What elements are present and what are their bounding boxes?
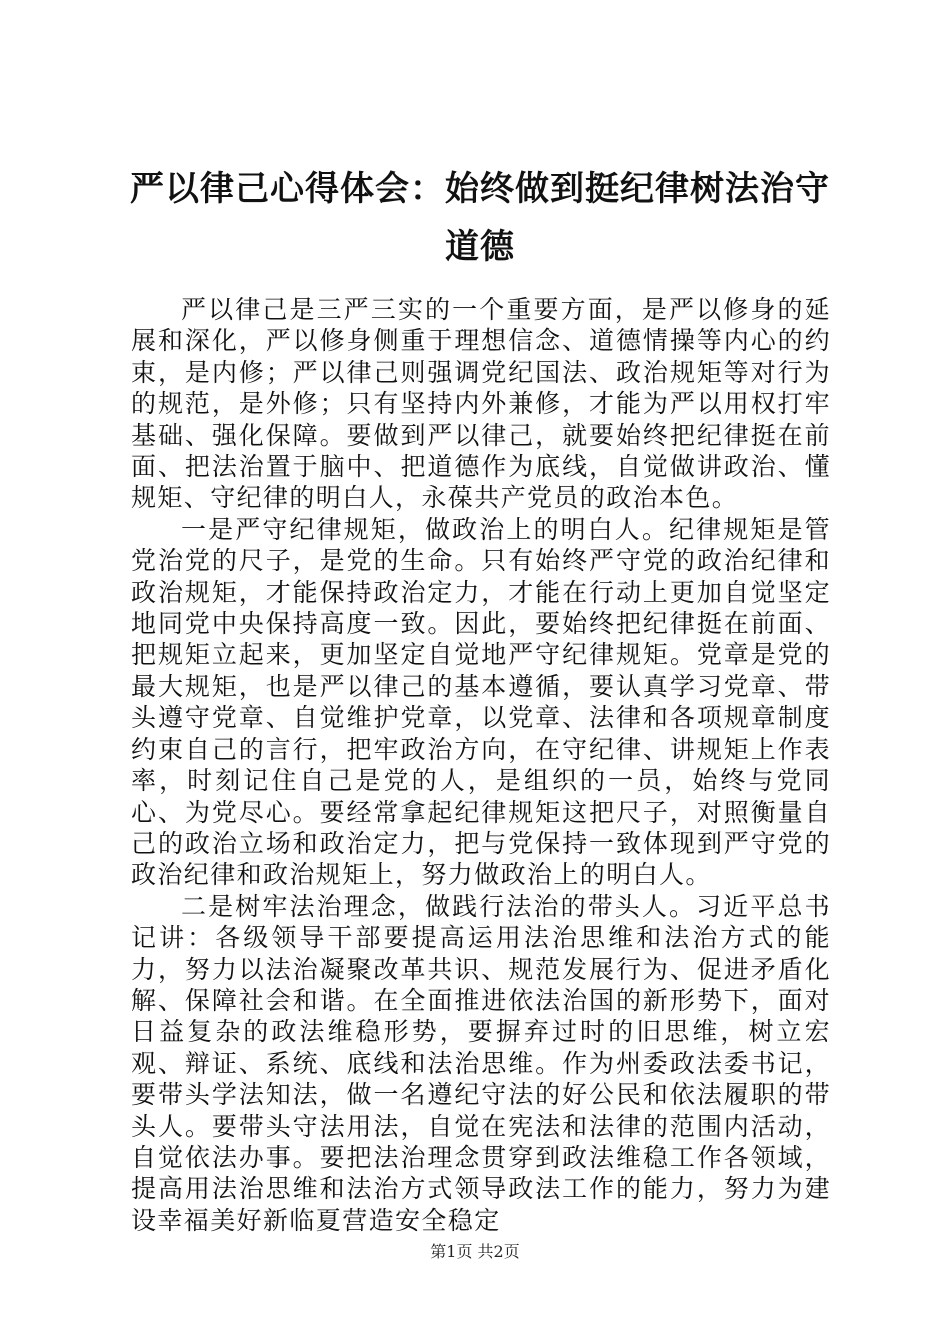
page-number-footer: 第1页 共2页	[430, 1242, 520, 1261]
document-body	[131, 294, 831, 1236]
paragraph-discipline: 一是严守纪律规矩，做政治上的明白人。纪律规矩是管党治党的尺子，是党的生命。只有始终严守党的政治纪律和政治规矩，才能保持政治定力，才能在行动上更加自觉坚定地同党中央保持高度一致。因此，要始终把纪律挺在前面、把规矩立起来，更加坚定自觉地严守纪律规矩。党章是党的最大规矩，也是严以律己的基本遵循，要认真学习党章、带头遵守党章、自觉维护党章，以党章、法律和各项规章制度约束自己的言行，把牢政治方向，在守纪律、讲规矩上作表率，时刻记住自己是党的人，是组织的一员，始终与党同心、为党尽心。要经常拿起纪律规矩这把尺子，对照衡量自己的政治立场和政治定力，把与党保持一致体现到严守党的政治纪律和政治规矩上，努力做政治上的明白人。	[131, 514, 831, 890]
paragraph-rule-of-law: 二是树牢法治理念，做践行法治的带头人。习近平总书记讲：各级领导干部要提高运用法治思维和法治方式的能力，努力以法治凝聚改革共识、规范发展行为、促进矛盾化解、保障社会和谐。在全面推进依法治国的新形势下，面对日益复杂的政法维稳形势，要摒弃过时的旧思维，树立宏观、辩证、系统、底线和法治思维。作为州委政法委书记，要带头学法知法，做一名遵纪守法的好公民和依法履职的带头人。要带头守法用法，自觉在宪法和法律的范围内活动，自觉依法办事。要把法治理念贯穿到政法维稳工作各领域，提高用法治思维和法治方式领导政法工作的能力，努力为建设幸福美好新临夏营造安全稳定	[131, 891, 831, 1235]
paragraph-intro: 严以律己是三严三实的一个重要方面，是严以修身的延展和深化，严以修身侧重于理想信念、道德情操等内心的约束，是内修；严以律己则强调党纪国法、政治规矩等对行为的规范，是外修；只有坚持内外兼修，才能为严以用权打牢基础、强化保障。要做到严以律己，就要始终把纪律挺在前面、把法治置于脑中、把道德作为底线，自觉做讲政治、懂规矩、守纪律的明白人，永葆共产党员的政治本色。	[131, 295, 831, 513]
document-title: 严以律己心得体会：始终做到挺纪律树法治守道德	[130, 169, 830, 267]
